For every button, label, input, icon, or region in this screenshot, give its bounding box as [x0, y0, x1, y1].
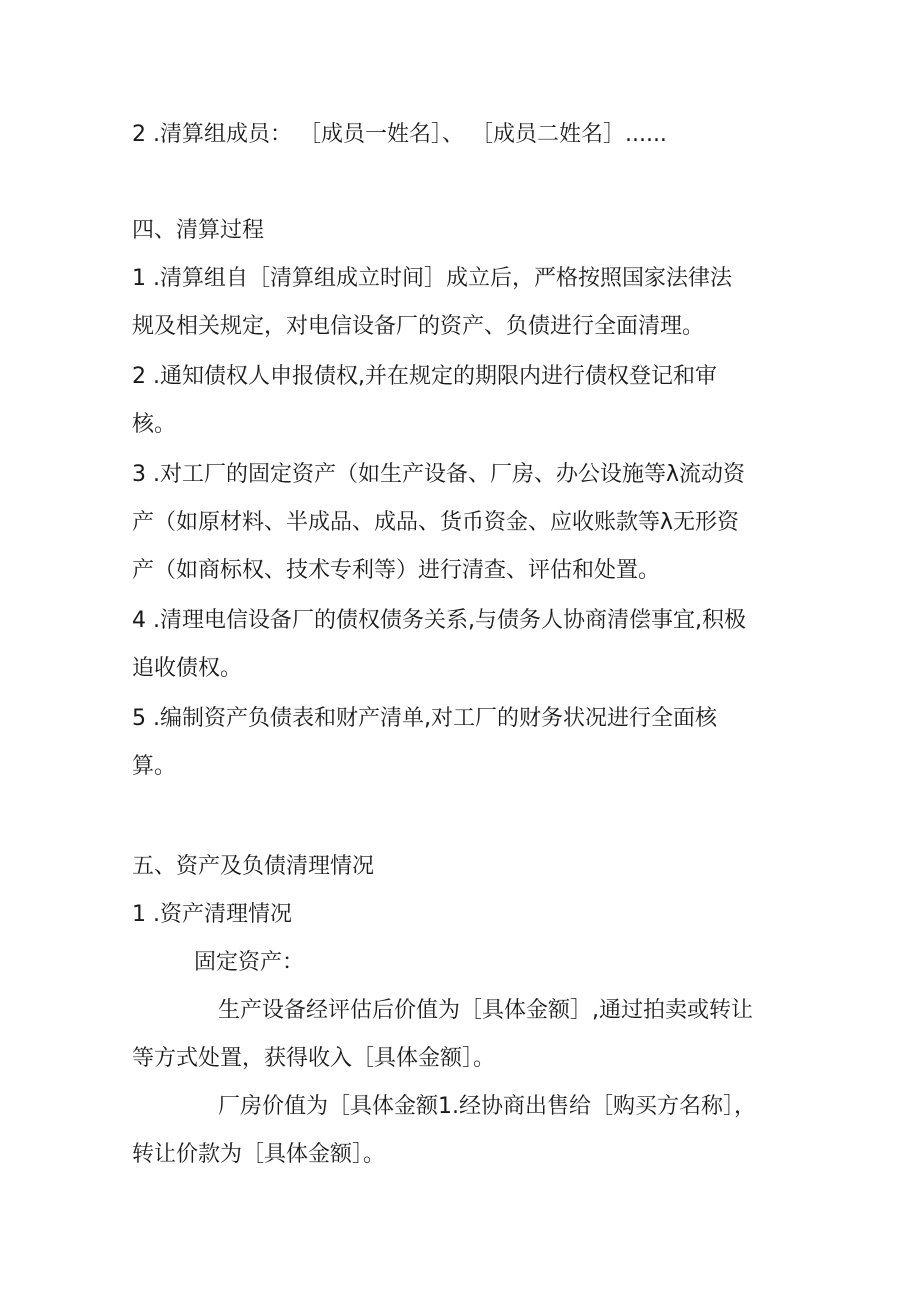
paragraph-line: 规及相关规定，对电信设备厂的资产、负债进行全面清理。 [132, 314, 705, 339]
paragraph-line: 2 .通知债权人申报债权,并在规定的期限内进行债权登记和审 [132, 364, 717, 389]
paragraph-line: 等方式处置，获得收入［具体金额］。 [132, 1046, 496, 1071]
paragraph-line: 4 .清理电信设备厂的债权债务关系,与债务人协商清偿事宜,积极 [132, 608, 746, 633]
paragraph-line: 核。 [132, 412, 177, 437]
label-fixed-assets: 固定资产： [194, 950, 305, 975]
paragraph-line: 产（如原材料、半成品、成品、货币资金、应收账款等λ无形资 [132, 510, 740, 535]
paragraph-line: 1 .清算组自［清算组成立时间］成立后，严格按照国家法律法 [132, 266, 732, 291]
paragraph-line: 追收债权。 [132, 656, 243, 681]
section-heading-assets: 五、资产及负债清理情况 [132, 854, 375, 879]
paragraph-line: 生产设备经评估后价值为［具体金额］,通过拍卖或转让 [218, 998, 753, 1023]
paragraph-line: 厂房价值为［具体金额1.经协商出售给［购买方名称］， [218, 1094, 756, 1119]
paragraph-line: 产（如商标权、技术专利等）进行清查、评估和处置。 [132, 558, 661, 583]
section-heading-process: 四、清算过程 [132, 218, 265, 243]
paragraph-line: 3 .对工厂的固定资产（如生产设备、厂房、办公设施等λ流动资 [132, 462, 746, 487]
list-item-members: 2 .清算组成员： ［成员一姓名］、 ［成员二姓名］...... [132, 122, 667, 147]
subheading-asset-clearance: 1 .资产清理情况 [132, 902, 292, 927]
paragraph-line: 转让价款为［具体金额］。 [132, 1142, 386, 1167]
paragraph-line: 算。 [132, 754, 177, 779]
paragraph-line: 5 .编制资产负债表和财产清单,对工厂的财务状况进行全面核 [132, 706, 717, 731]
